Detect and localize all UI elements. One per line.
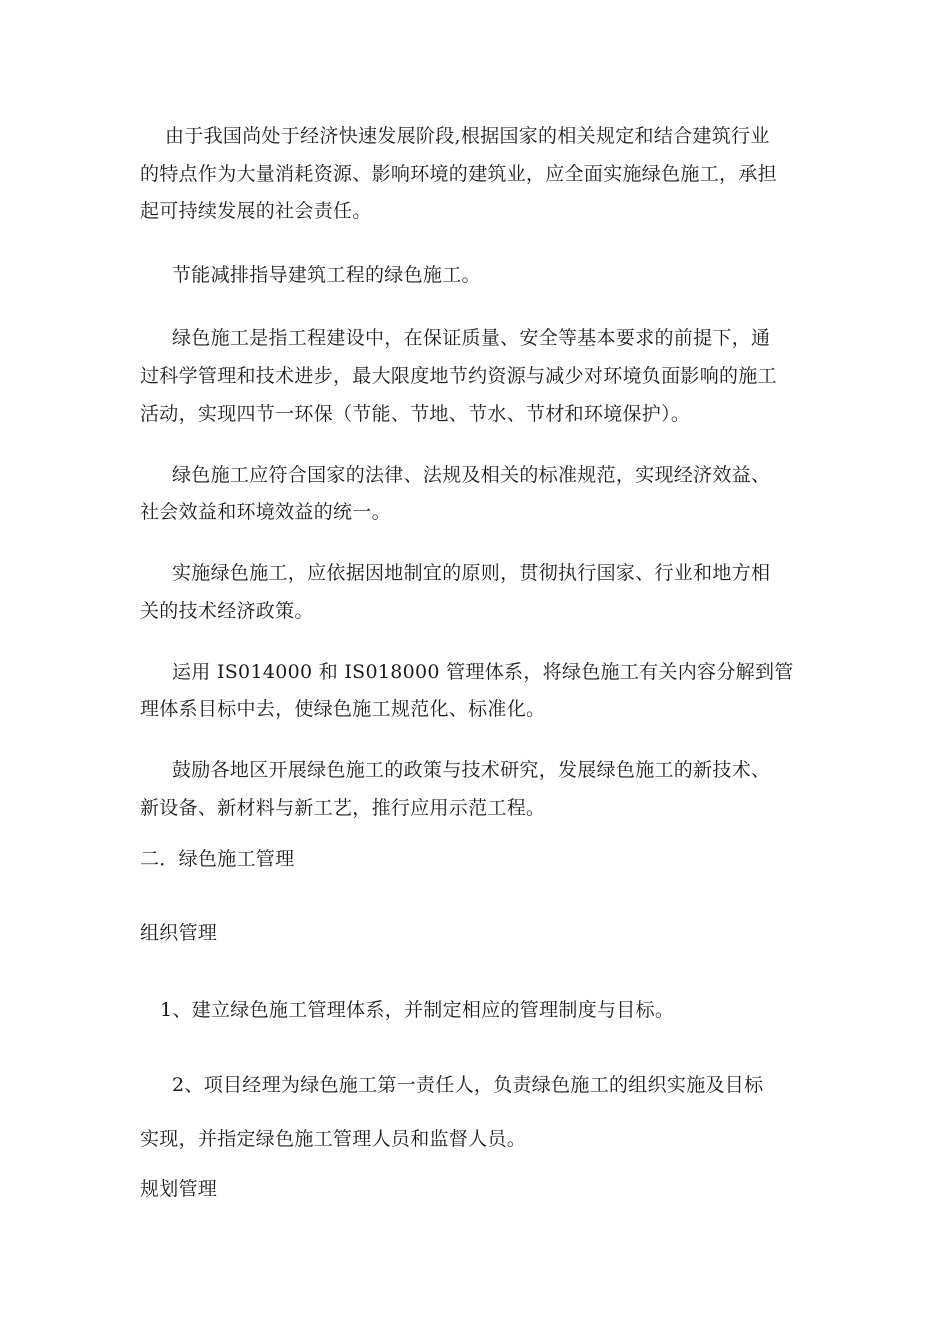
paragraph-1-line-3: 起可持续发展的社会责任。	[140, 200, 372, 222]
subheading-organization: 组织管理	[140, 922, 218, 944]
list-item-2-line-2: 实现，并指定绿色施工管理人员和监督人员。	[140, 1128, 527, 1150]
section-heading: 二．绿色施工管理	[140, 848, 295, 870]
list-item-2-line-1: 2、项目经理为绿色施工第一责任人，负责绿色施工的组织实施及目标	[172, 1074, 764, 1096]
paragraph-3-line-3: 活动，实现四节一环保（节能、节地、节水、节材和环境保护）。	[140, 403, 691, 425]
list-item-1-line-1: 1、建立绿色施工管理体系，并制定相应的管理制度与目标。	[160, 999, 675, 1021]
paragraph-3-line-1: 绿色施工是指工程建设中，在保证质量、安全等基本要求的前提下，通	[172, 327, 771, 349]
paragraph-2-line-1: 节能减排指导建筑工程的绿色施工。	[172, 264, 481, 286]
paragraph-6-line-2: 理体系目标中去，使绿色施工规范化、标准化。	[140, 698, 546, 720]
paragraph-4-line-2: 社会效益和环境效益的统一。	[140, 501, 391, 523]
paragraph-7-line-2: 新设备、新材料与新工艺，推行应用示范工程。	[140, 797, 546, 819]
paragraph-3-line-2: 过科学管理和技术进步，最大限度地节约资源与减少对环境负面影响的施工	[140, 365, 777, 387]
paragraph-5-line-1: 实施绿色施工，应依据因地制宜的原则，贯彻执行国家、行业和地方相	[172, 562, 771, 584]
paragraph-1-line-2: 的特点作为大量消耗资源、影响环境的建筑业，应全面实施绿色施工，承担	[140, 163, 777, 185]
paragraph-6-line-1: 运用 IS014000 和 IS018000 管理体系，将绿色施工有关内容分解到管	[172, 661, 794, 683]
paragraph-7-line-1: 鼓励各地区开展绿色施工的政策与技术研究，发展绿色施工的新技术、	[172, 759, 771, 781]
paragraph-4-line-1: 绿色施工应符合国家的法律、法规及相关的标准规范，实现经济效益、	[172, 464, 771, 486]
subheading-planning: 规划管理	[140, 1178, 218, 1200]
paragraph-5-line-2: 关的技术经济政策。	[140, 600, 314, 622]
paragraph-1-line-1: 由于我国尚处于经济快速发展阶段,根据国家的相关规定和结合建筑行业	[165, 125, 770, 147]
